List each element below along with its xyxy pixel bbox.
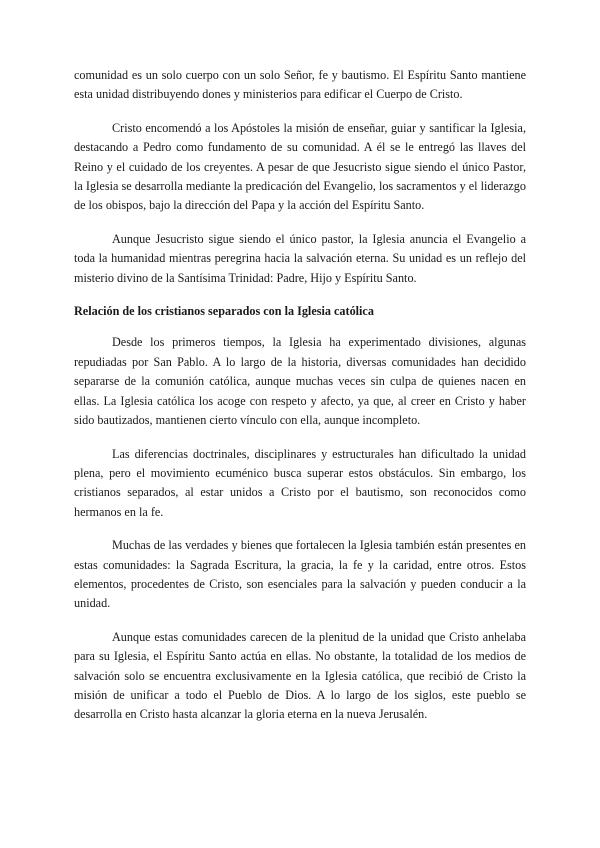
section-heading: Relación de los cristianos separados con la Iglesia católica bbox=[74, 304, 374, 319]
paragraph-unity-trinity: Aunque Jesucristo sigue siendo el único pastor, la Iglesia anuncia el Evangelio a toda la humanidad mientras peregrina hacia la salvación eterna. Su unidad es un reflejo del misterio divino de la Santísima Trinidad: Padre, Hijo y Espíritu Santo. bbox=[74, 231, 526, 285]
paragraph-fullness: Aunque estas comunidades carecen de la plenitud de la unidad que Cristo anhelaba para su Iglesia, el Espíritu Santo actúa en ellas. No obstante, la totalidad de los medios de salvación solo se encuentra exclusivamente en la Iglesia católica, que recibió de Cristo la misión de unificar a todo el Pueblo de Dios. A lo largo de los siglos, este pueblo se desarrolla en Cristo hasta alcanzar la gloria eterna en la nueva Jerusalén. bbox=[74, 629, 526, 722]
paragraph-continuation: comunidad es un solo cuerpo con un solo Señor, fe y bautismo. El Espíritu Santo mantiene esta unidad distribuyendo dones y ministerios para edificar el Cuerpo de Cristo. bbox=[74, 68, 526, 102]
document-body bbox=[74, 66, 526, 739]
paragraph-differences: Las diferencias doctrinales, disciplinares y estructurales han dificultado la unidad plena, pero el movimiento ecuménico busca superar estos obstáculos. Sin embargo, los cristianos separados, al estar unidos a Cristo por el bautismo, son reconocidos como hermanos en la fe. bbox=[74, 446, 526, 519]
paragraph-apostles: Cristo encomendó a los Apóstoles la misión de enseñar, guiar y santificar la Iglesia, destacando a Pedro como fundamento de su comunidad. A él se le entregó las llaves del Reino y el cuidado de los creyentes. A pesar de que Jesucristo sigue siendo el único Pastor, la Iglesia se desarrolla mediante la predicación del Evangelio, los sacramentos y el liderazgo de los obispos, bajo la dirección del Papa y la acción del Espíritu Santo. bbox=[74, 120, 526, 213]
paragraph-divisions: Desde los primeros tiempos, la Iglesia ha experimentado divisiones, algunas repudiadas por San Pablo. A lo largo de la historia, diversas comunidades han decidido separarse de la comunión católica, aunque muchas veces sin culpa de quienes nacen en ellas. La Iglesia católica los acoge con respeto y afecto, ya que, al creer en Cristo y haber sido bautizados, mantienen cierto vínculo con ella, aunque incompleto. bbox=[74, 335, 526, 428]
paragraph-truths: Muchas de las verdades y bienes que fortalecen la Iglesia también están presentes en estas comunidades: la Sagrada Escritura, la gracia, la fe y la caridad, entre otros. Estos elementos, procedentes de Cristo, son esenciales para la salvación y pueden conducir a la unidad. bbox=[74, 538, 526, 611]
